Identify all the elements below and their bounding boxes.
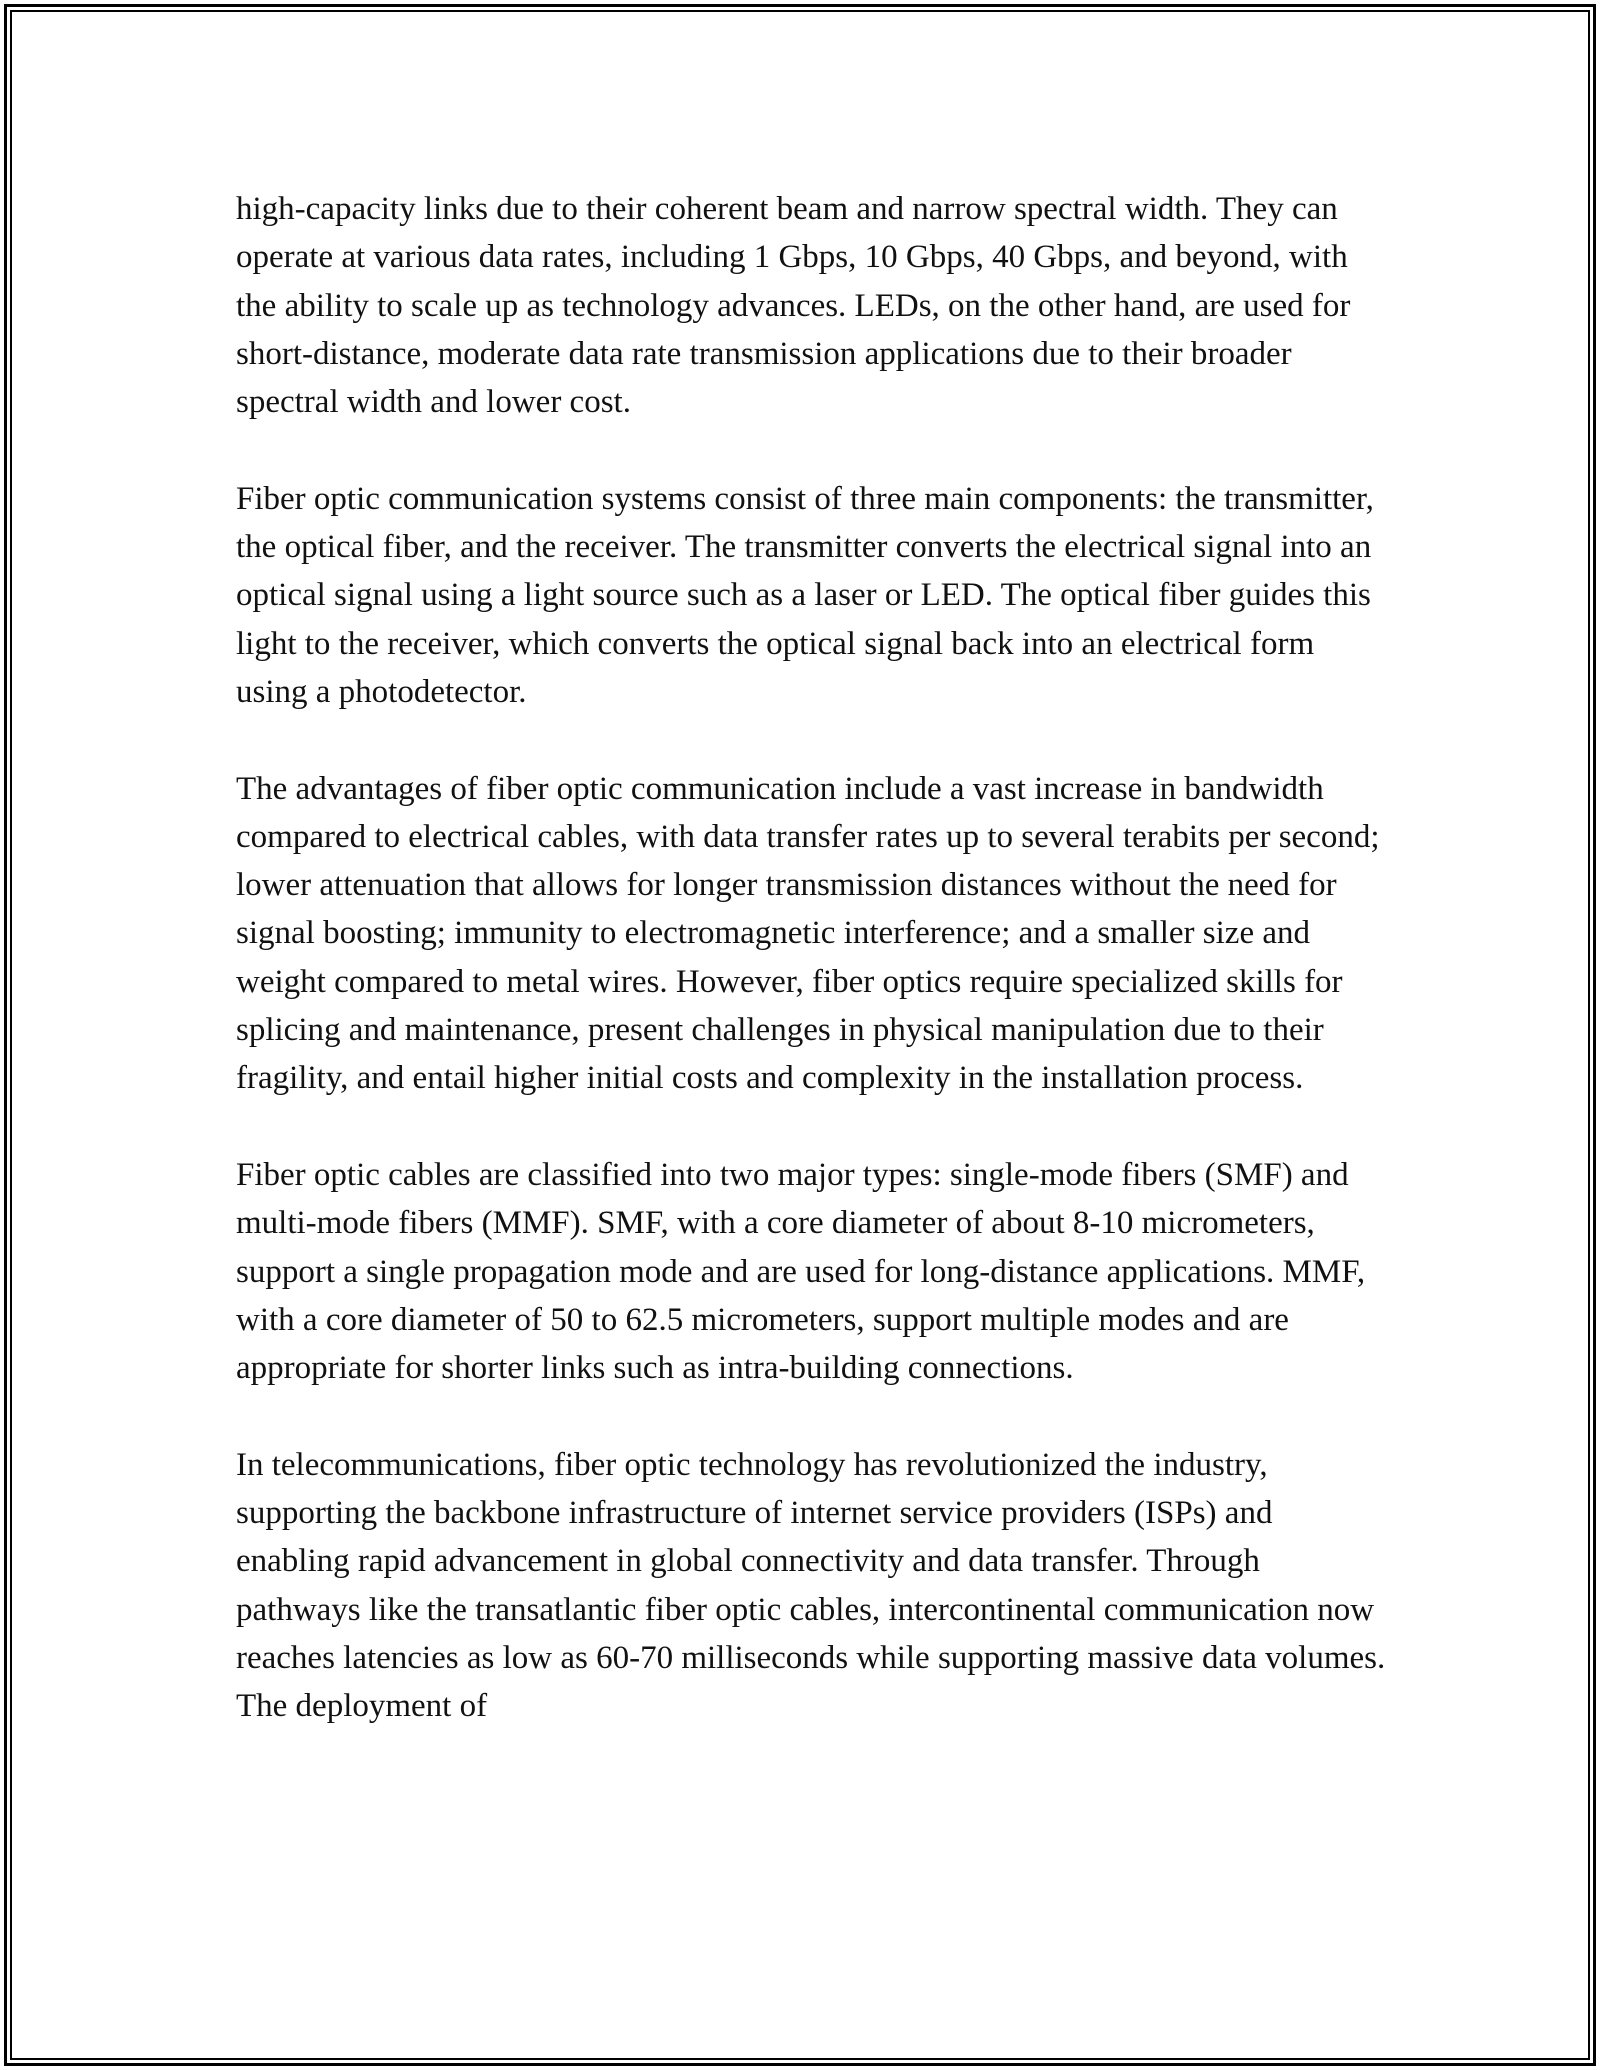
document-body <box>236 185 1386 1779</box>
paragraph-cable-types: Fiber optic cables are classified into two major types: single-mode fibers (SMF) and multi-mode fibers (MMF). SMF, with a core diameter of about 8-10 micrometers, support a single propagation mode and are used for long-distance applications. MMF, with a core diameter of 50 to 62.5 micrometers, support multiple modes and are appropriate for shorter links such as intra-building connections. <box>236 1156 1366 1387</box>
paragraph-laser-led: high-capacity links due to their coherent beam and narrow spectral width. They can operate at various data rates, including 1 Gbps, 10 Gbps, 40 Gbps, and beyond, with the ability to scale up as technology advances. LEDs, on the other hand, are used for short-distance, moderate data rate transmission applications due to their broader spectral width and lower cost. <box>236 191 1351 421</box>
paragraph-system-components: Fiber optic communication systems consist of three main components: the transmitter, the optical fiber, and the receiver. The transmitter converts the electrical signal into an optical signal using a light source such as a laser or LED. The optical fiber guides this light to the receiver, which converts the optical signal back into an electrical form using a photodetector. <box>236 480 1374 710</box>
paragraph-advantages: The advantages of fiber optic communication include a vast increase in bandwidth compared to electrical cables, with data transfer rates up to several terabits per second; lower attenuation that allows for longer transmission distances without the need for signal boosting; immunity to electromagnetic interference; and a smaller size and weight compared to metal wires. However, fiber optics require specialized skills for splicing and maintenance, present challenges in physical manipulation due to their fragility, and entail higher initial costs and complexity in the installation process. <box>236 770 1380 1097</box>
paragraph-telecommunications: In telecommunications, fiber optic technology has revolutionized the industry, supporting the backbone infrastructure of internet service providers (ISPs) and enabling rapid advancement in global connectivity and data transfer. Through pathways like the transatlantic fiber optic cables, intercontinental communication now reaches latencies as low as 60-70 milliseconds while supporting massive data volumes. The deployment of <box>236 1446 1386 1725</box>
